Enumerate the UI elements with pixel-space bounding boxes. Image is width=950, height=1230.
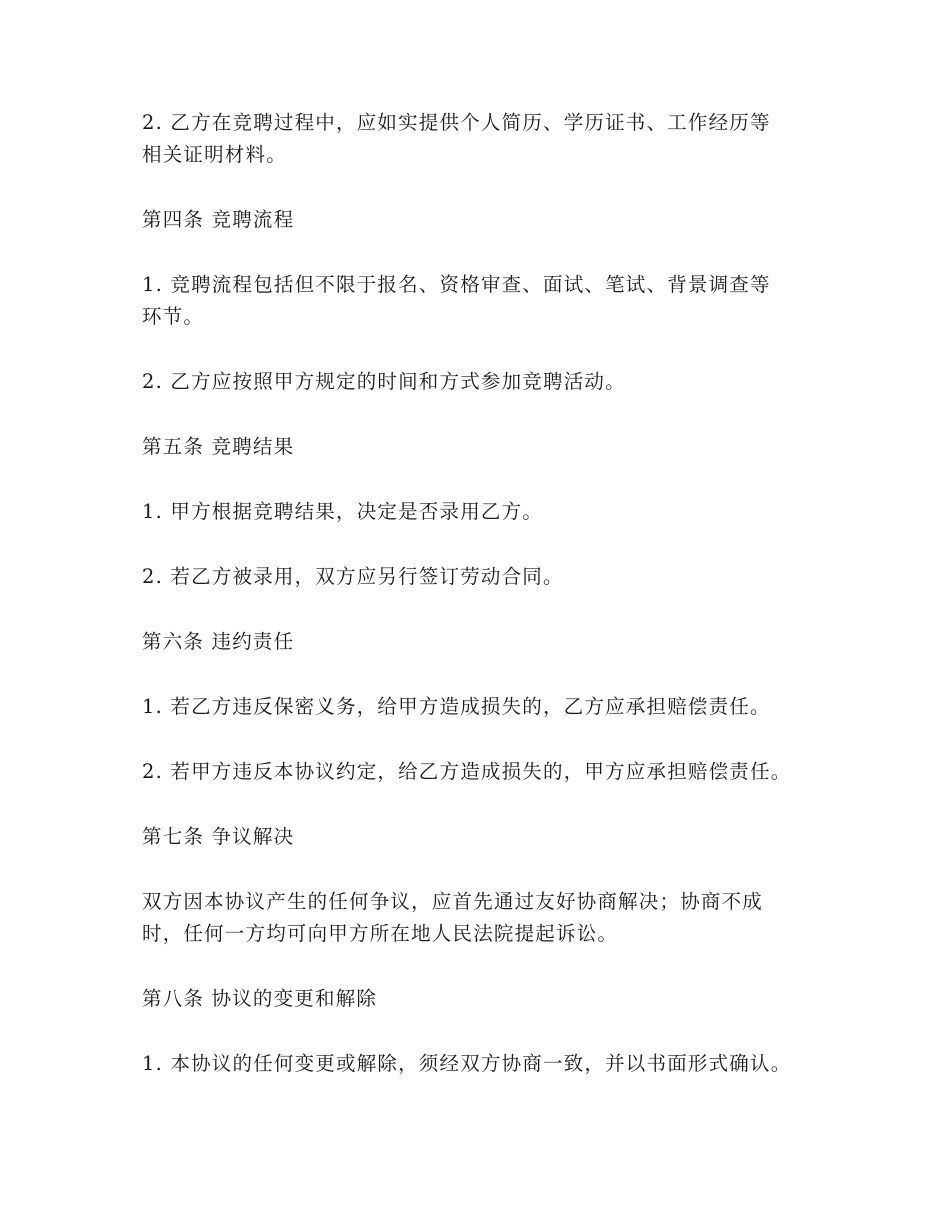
text-line: 双方因本协议产生的任何争议，应首先通过友好协商解决；协商不成 [142, 890, 764, 913]
paragraph-8-1 [142, 1048, 832, 1080]
section-heading-5 [142, 431, 832, 463]
heading-text: 第六条 违约责任 [142, 630, 295, 653]
text-line: 2. 乙方应按照甲方规定的时间和方式参加竞聘活动。 [142, 370, 626, 393]
text-line: 1. 甲方根据竞聘结果，决定是否录用乙方。 [142, 500, 544, 523]
paragraph-4-1 [142, 269, 832, 333]
section-heading-8 [142, 983, 832, 1015]
text-line: 时，任何一方均可向甲方所在地人民法院提起诉讼。 [142, 922, 619, 945]
text-line: 1. 若乙方违反保密义务，给甲方造成损失的，乙方应承担赔偿责任。 [142, 695, 771, 718]
paragraph-6-2 [142, 756, 832, 788]
text-line: 2. 若乙方被录用，双方应另行签订劳动合同。 [142, 565, 564, 588]
paragraph-5-1 [142, 496, 832, 528]
document-body [142, 107, 832, 1080]
paragraph-6-1 [142, 691, 832, 723]
text-line: 2. 乙方在竞聘过程中，应如实提供个人简历、学历证书、工作经历等 [142, 111, 771, 134]
paragraph-7-dispute [142, 886, 832, 950]
paragraph-2-materials [142, 107, 832, 171]
section-heading-4 [142, 204, 832, 236]
heading-text: 第五条 竞聘结果 [142, 435, 295, 458]
heading-text: 第七条 争议解决 [142, 825, 295, 848]
paragraph-5-2 [142, 561, 832, 593]
text-line: 1. 竞聘流程包括但不限于报名、资格审查、面试、笔试、背景调查等 [142, 273, 771, 296]
text-line: 1. 本协议的任何变更或解除，须经双方协商一致，并以书面形式确认。 [142, 1052, 792, 1075]
heading-text: 第四条 竞聘流程 [142, 208, 295, 231]
paragraph-4-2 [142, 366, 832, 398]
section-heading-6 [142, 626, 832, 658]
heading-text: 第八条 协议的变更和解除 [142, 987, 378, 1010]
section-heading-7 [142, 821, 832, 853]
text-line: 相关证明材料。 [142, 143, 287, 166]
text-line: 环节。 [142, 305, 205, 328]
text-line: 2. 若甲方违反本协议约定，给乙方造成损失的，甲方应承担赔偿责任。 [142, 760, 792, 783]
